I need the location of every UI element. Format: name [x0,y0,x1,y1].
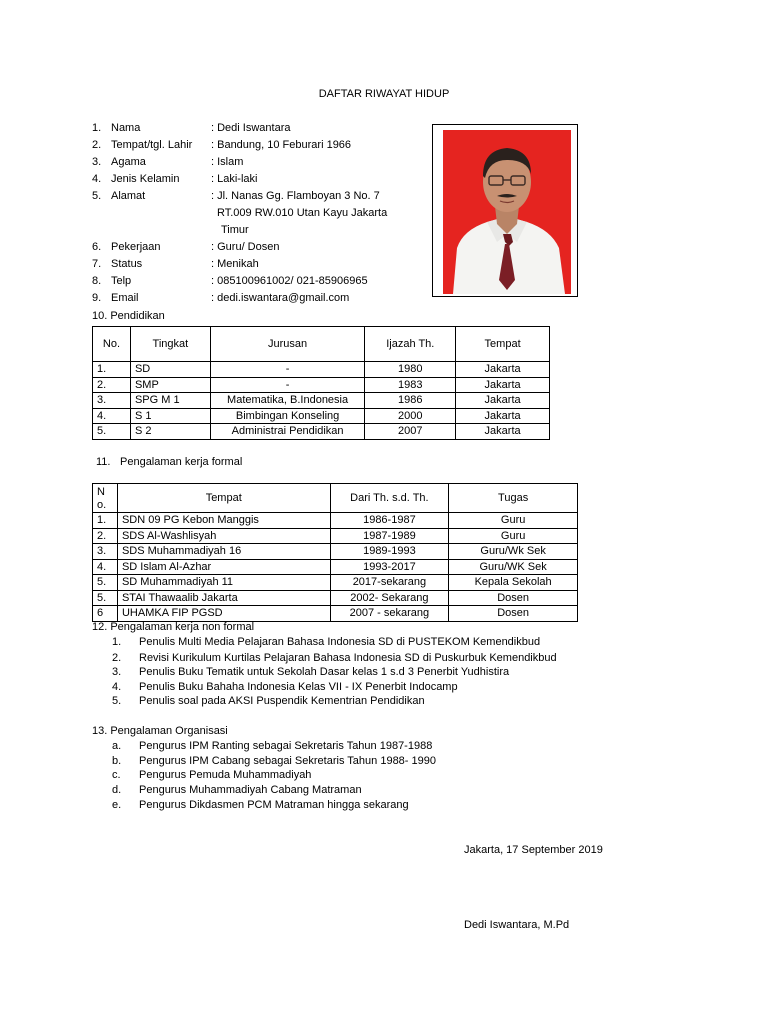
table-cell: Dosen [449,606,578,622]
table-cell: SDS Muhammadiyah 16 [117,544,330,560]
table-cell: Matematika, B.Indonesia [210,393,365,409]
table-cell: 5. [93,575,118,591]
list-item: Penulis Multi Media Pelajaran Bahasa Indonesia SD di PUSTEKOM Kemendikbud [139,636,541,648]
col-header-duty: Tugas [449,484,578,513]
bio-value-phone: : 085100961002/ 021-85906965 [211,275,368,287]
table-cell: 5. [93,590,118,606]
table-cell: Dosen [449,590,578,606]
table-cell: SDS Al-Washlisyah [117,528,330,544]
work-formal-heading: Pengalaman kerja formal [120,456,243,468]
bio-label-address: Alamat [111,190,146,202]
table-cell: SPG M 1 [130,393,210,409]
table-cell: 1980 [365,362,456,378]
table-row [93,559,578,575]
bio-label-status: Status [111,258,143,270]
table-cell: 1989-1993 [330,544,449,560]
table-cell: Jakarta [456,393,550,409]
table-cell: Bimbingan Konseling [210,408,365,424]
list-marker: d. [112,784,122,796]
table-cell: Administrai Pendidikan [210,424,365,440]
signature-place-date: Jakarta, 17 September 2019 [464,844,603,856]
organization-heading: 13. Pengalaman Organisasi [92,725,228,737]
table-row [93,544,578,560]
bio-value-religion: : Islam [211,156,244,168]
table-cell: - [210,377,365,393]
work-formal-table [92,483,578,622]
work-header-row [93,484,578,513]
list-marker: a. [112,740,122,752]
bio-label-gender: Jenis Kelamin [111,173,180,185]
list-marker: 1. [112,636,122,648]
bio-label-religion: Agama [111,156,146,168]
table-cell: 1983 [365,377,456,393]
bio-number: 3. [92,156,102,168]
table-cell: SD Islam Al-Azhar [117,559,330,575]
bio-label-email: Email [111,292,139,304]
table-cell: 2007 - sekarang [330,606,449,622]
table-row [93,606,578,622]
bio-value-birth: : Bandung, 10 Feburari 1966 [211,139,352,151]
table-cell: 4. [93,559,118,575]
table-cell: 1987-1989 [330,528,449,544]
profile-photo-frame [432,124,578,297]
table-cell: SDN 09 PG Kebon Manggis [117,513,330,529]
table-cell: 6 [93,606,118,622]
list-marker: e. [112,799,122,811]
table-cell: - [210,362,365,378]
col-header-no: N o. [93,484,118,513]
bio-number: 8. [92,275,102,287]
col-header-no: No. [93,327,131,362]
bio-value-address-line2: RT.009 RW.010 Utan Kayu Jakarta [217,207,388,219]
table-cell: 2002- Sekarang [330,590,449,606]
table-cell: 4. [93,408,131,424]
list-marker: c. [112,769,121,781]
bio-value-nama: : Dedi Iswantara [211,122,291,134]
bio-label-phone: Telp [111,275,132,287]
bio-number: 5. [92,190,102,202]
table-cell: 2000 [365,408,456,424]
table-cell: Guru [449,528,578,544]
bio-number: 2. [92,139,102,151]
bio-number: 6. [92,241,102,253]
table-cell: 2. [93,528,118,544]
bio-label-job: Pekerjaan [111,241,161,253]
col-header-place: Tempat [117,484,330,513]
table-cell: 1993-2017 [330,559,449,575]
portrait-photo-icon [443,130,571,294]
col-header-year: Ijazah Th. [365,327,456,362]
table-row [93,393,550,409]
document-title: DAFTAR RIWAYAT HIDUP [318,88,450,100]
bio-value-gender: : Laki-laki [211,173,258,185]
bio-value-address-line3: Timur [221,224,249,236]
table-cell: UHAMKA FIP PGSD [117,606,330,622]
education-heading: 10. Pendidikan [92,310,165,322]
list-marker: 4. [112,681,122,693]
table-cell: 1986 [365,393,456,409]
col-header-place: Tempat [456,327,550,362]
bio-number: 4. [92,173,102,185]
bio-number: 9. [92,292,102,304]
work-nonformal-heading: 12. Pengalaman kerja non formal [92,621,255,633]
table-cell: 2017-sekarang [330,575,449,591]
table-cell: SD [130,362,210,378]
table-row [93,528,578,544]
list-item: Penulis Buku Bahaha Indonesia Kelas VII - IX Penerbit Indocamp [139,681,458,693]
work-formal-number: 11. [96,456,111,468]
table-row [93,575,578,591]
col-header-level: Tingkat [130,327,210,362]
education-header-row [93,327,550,362]
table-row [93,362,550,378]
table-row [93,590,578,606]
list-item: Pengurus IPM Ranting sebagai Sekretaris Tahun 1987-1988 [139,740,433,752]
bio-label-birth: Tempat/tgl. Lahir [111,139,193,151]
table-cell: 1986-1987 [330,513,449,529]
bio-value-job: : Guru/ Dosen [211,241,280,253]
list-item: Pengurus Muhammadiyah Cabang Matraman [139,784,362,796]
bio-value-address: : Jl. Nanas Gg. Flamboyan 3 No. 7 [211,190,380,202]
table-cell: Guru/Wk Sek [449,544,578,560]
table-cell: 3. [93,544,118,560]
table-row [93,408,550,424]
list-item: Pengurus IPM Cabang sebagai Sekretaris Tahun 1988- 1990 [139,755,436,767]
bio-number: 7. [92,258,102,270]
table-cell: 2007 [365,424,456,440]
bio-value-email: : dedi.iswantara@gmail.com [211,292,350,304]
bio-value-status: : Menikah [211,258,259,270]
signature-name: Dedi Iswantara, M.Pd [464,919,570,931]
education-table [92,326,550,440]
table-cell: SMP [130,377,210,393]
table-row [93,513,578,529]
list-marker: 5. [112,695,122,707]
table-cell: SD Muhammadiyah 11 [117,575,330,591]
table-cell: 5. [93,424,131,440]
list-item: Penulis soal pada AKSI Puspendik Kementrian Pendidikan [139,695,425,707]
table-cell: 2. [93,377,131,393]
table-cell: 1. [93,513,118,529]
list-marker: 2. [112,652,122,664]
table-cell: 1. [93,362,131,378]
table-cell: Kepala Sekolah [449,575,578,591]
table-cell: S 2 [130,424,210,440]
list-item: Revisi Kurikulum Kurtilas Pelajaran Bahasa Indonesia SD di Puskurbuk Kemendikbud [139,652,557,664]
bio-label-nama: Nama [111,122,141,134]
list-marker: 3. [112,666,122,678]
col-header-major: Jurusan [210,327,365,362]
list-marker: b. [112,755,122,767]
col-header-period: Dari Th. s.d. Th. [330,484,449,513]
table-cell: Jakarta [456,424,550,440]
table-row [93,377,550,393]
table-cell: 3. [93,393,131,409]
list-item: Penulis Buku Tematik untuk Sekolah Dasar kelas 1 s.d 3 Penerbit Yudhistira [139,666,510,678]
table-cell: Guru [449,513,578,529]
table-cell: STAI Thawaalib Jakarta [117,590,330,606]
table-cell: S 1 [130,408,210,424]
list-item: Pengurus Dikdasmen PCM Matraman hingga sekarang [139,799,409,811]
table-row [93,424,550,440]
bio-number: 1. [92,122,102,134]
table-cell: Jakarta [456,362,550,378]
list-item: Pengurus Pemuda Muhammadiyah [139,769,312,781]
table-cell: Jakarta [456,377,550,393]
table-cell: Jakarta [456,408,550,424]
table-cell: Guru/WK Sek [449,559,578,575]
